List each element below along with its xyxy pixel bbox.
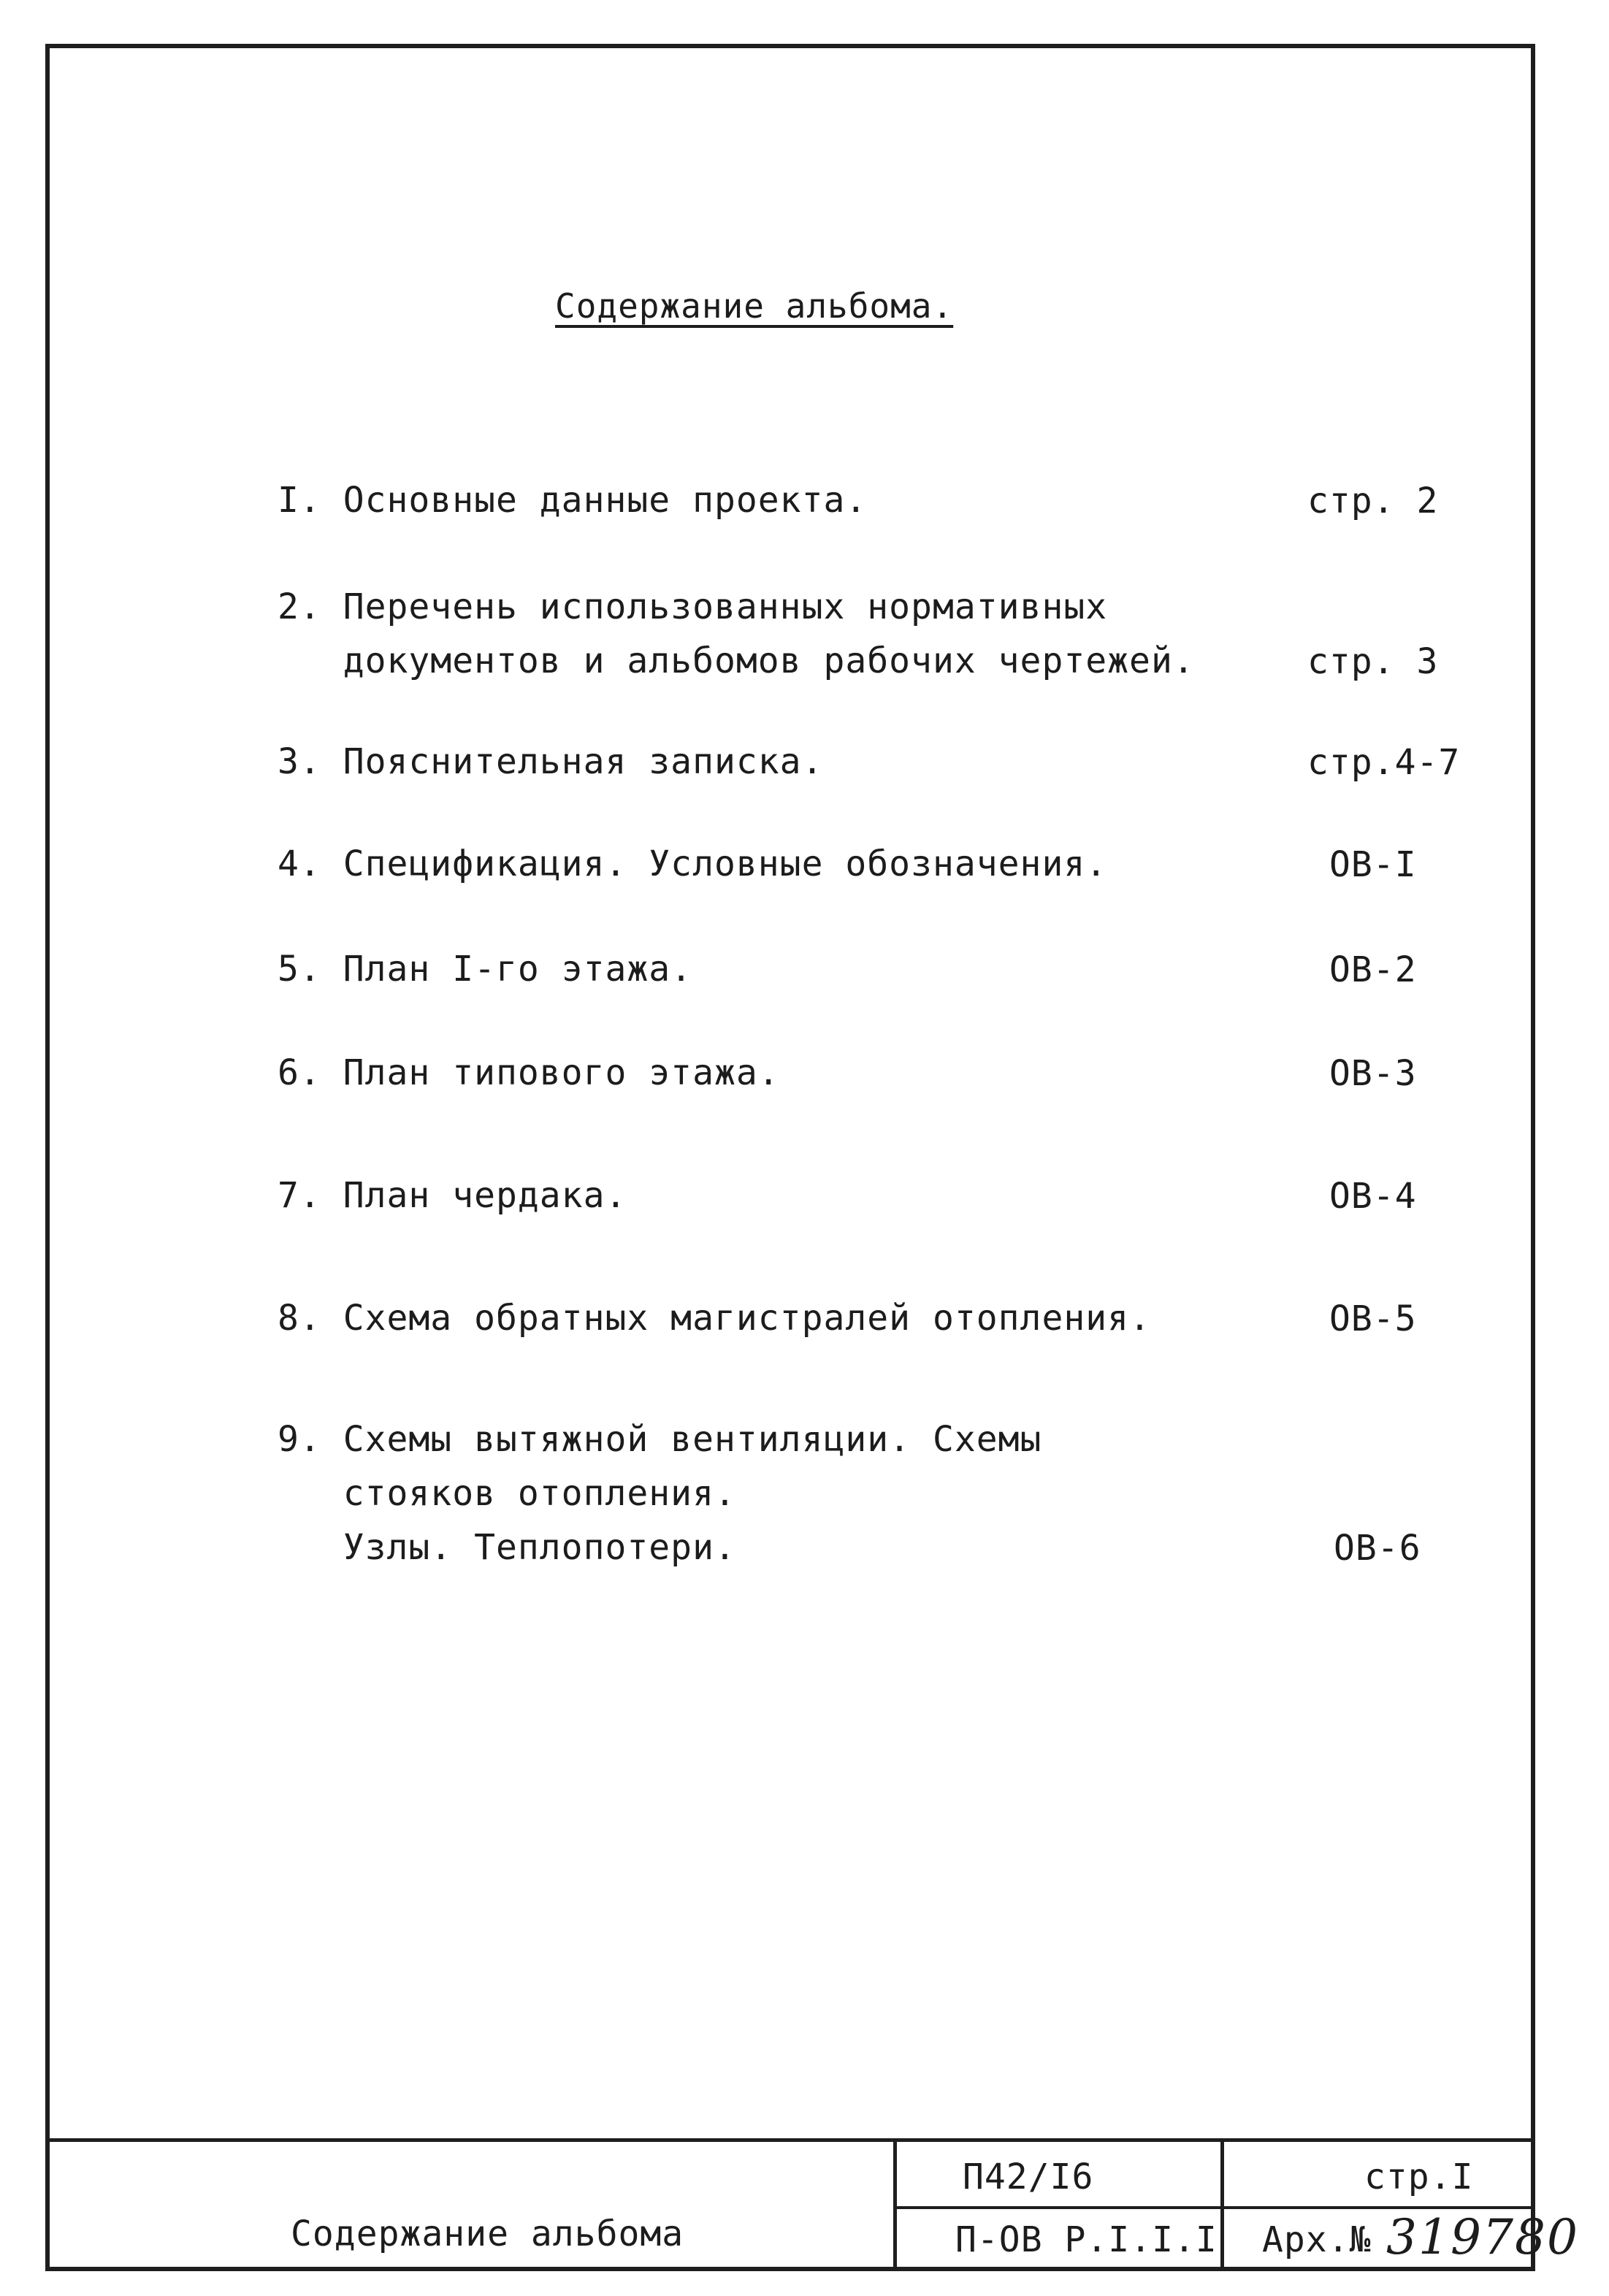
toc-item-line: I. Основные данные проекта.	[278, 480, 868, 521]
toc-item-page: ОВ-3	[1329, 1053, 1417, 1094]
toc-item-line: 5. План I-го этажа.	[278, 949, 693, 990]
title-block-name: Содержание альбома	[291, 2213, 684, 2254]
toc-item	[278, 837, 1107, 891]
title-block-sheet-code: П-ОВ Р.I.I.I	[955, 2219, 1218, 2260]
toc-item	[278, 1046, 780, 1100]
toc-item-page: ОВ-4	[1329, 1176, 1417, 1217]
sheet-frame	[45, 44, 1535, 2271]
toc-item-line: документов и альбомов рабочих чертежей.	[278, 640, 1195, 681]
toc-item-page: ОВ-5	[1329, 1298, 1417, 1339]
toc-item	[278, 735, 823, 789]
toc-item	[278, 1291, 1151, 1345]
toc-item-page: ОВ-2	[1329, 949, 1417, 990]
toc-item-page: стр. 2	[1307, 481, 1439, 521]
toc-item-line: 8. Схема обратных магистралей отопления.	[278, 1298, 1151, 1339]
toc-item	[278, 580, 1195, 688]
toc-item	[278, 942, 692, 996]
title-block-archive-number: 319780	[1386, 2209, 1579, 2265]
toc-item-page: стр.4-7	[1307, 742, 1461, 783]
toc-item	[278, 1168, 627, 1222]
toc-item-page: ОВ-6	[1334, 1528, 1421, 1569]
toc-item	[278, 1412, 1042, 1574]
toc-item-line: 9. Схемы вытяжной вентиляции. Схемы	[278, 1419, 1042, 1460]
page-title: Содержание альбома.	[555, 286, 954, 326]
toc-item-line: 3. Пояснительная записка.	[278, 741, 824, 782]
toc-item-line: 7. План чердака.	[278, 1175, 627, 1216]
toc-item-page: стр. 3	[1307, 641, 1439, 682]
title-block-code: П42/I6	[963, 2157, 1094, 2197]
toc-item-line: Узлы. Теплопотери.	[278, 1527, 736, 1568]
title-block	[50, 2138, 1579, 2267]
title-block-archive-label: Арх.№	[1262, 2219, 1372, 2260]
toc-item-line: 6. План типового этажа.	[278, 1052, 780, 1093]
toc-item-page: ОВ-I	[1329, 844, 1417, 885]
toc-item-line: стояков отопления.	[278, 1473, 736, 1514]
title-block-page: стр.I	[1364, 2157, 1474, 2197]
toc-item-line: 4. Спецификация. Условные обозначения.	[278, 843, 1108, 884]
toc-item	[278, 473, 867, 527]
toc-item-line: 2. Перечень использованных нормативных	[278, 586, 1108, 627]
